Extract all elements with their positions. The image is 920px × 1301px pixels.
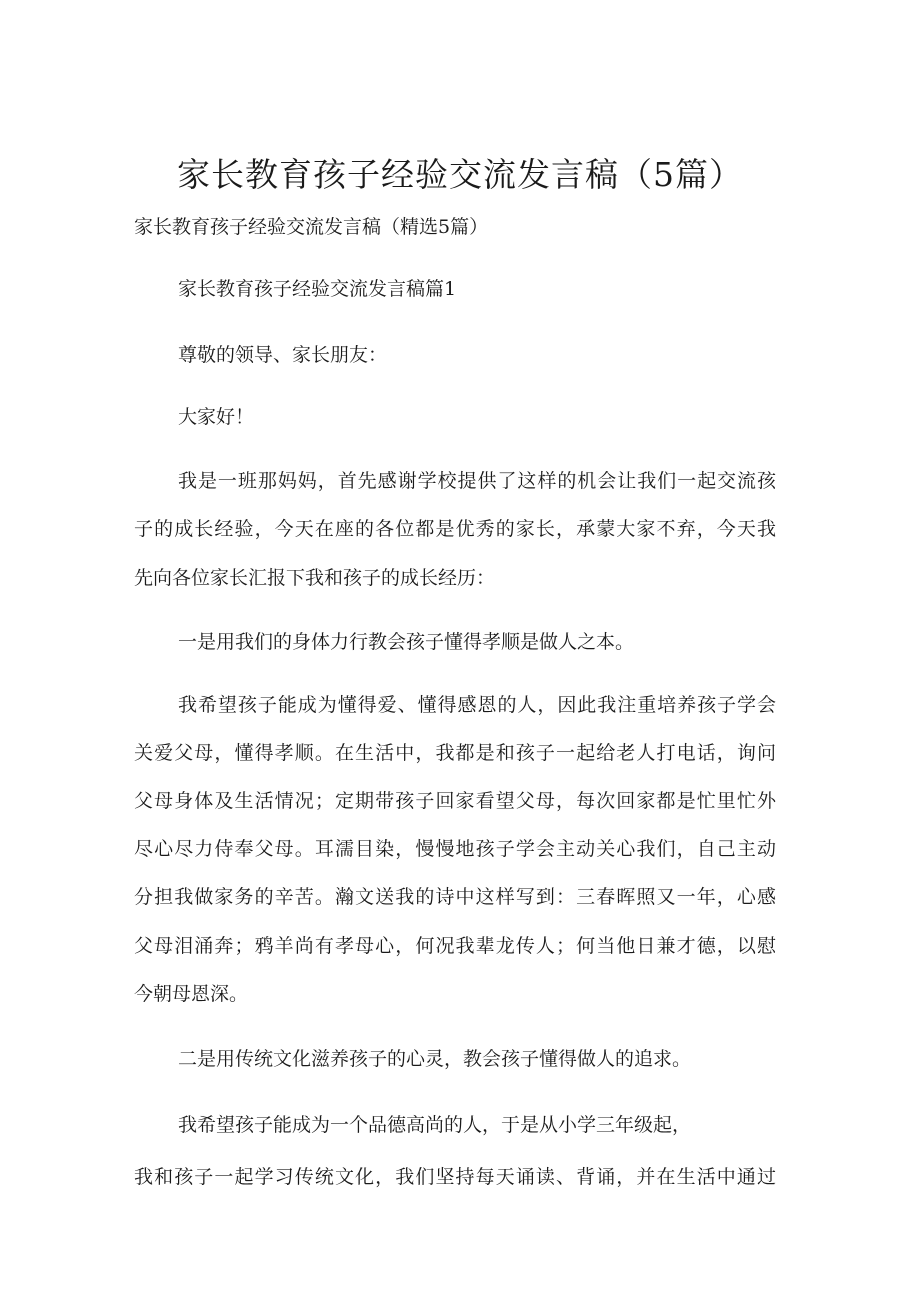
document-title: 家长教育孩子经验交流发言稿（5篇） bbox=[177, 155, 743, 194]
paragraph-line: 我是一班那妈妈，首先感谢学校提供了这样的机会让我们一起交流孩 bbox=[178, 470, 776, 492]
document-subtitle: 家长教育孩子经验交流发言稿（精选5篇） bbox=[134, 216, 489, 238]
paragraph-line: 一是用我们的身体力行教会孩子懂得孝顺是做人之本。 bbox=[178, 631, 635, 653]
paragraph-line: 今朝母恩深。 bbox=[134, 983, 249, 1005]
paragraph-line: 子的成长经验，今天在座的各位都是优秀的家长，承蒙大家不弃，今天我 bbox=[134, 518, 776, 540]
section-heading: 家长教育孩子经验交流发言稿篇1 bbox=[178, 278, 457, 300]
greeting: 大家好！ bbox=[178, 406, 255, 428]
paragraph-line: 尽心尽力侍奉父母。耳濡目染，慢慢地孩子学会主动关心我们，自己主动 bbox=[134, 838, 776, 860]
paragraph-line: 二是用传统文化滋养孩子的心灵，教会孩子懂得做人的追求。 bbox=[178, 1048, 692, 1070]
paragraph-line: 先向各位家长汇报下我和孩子的成长经历： bbox=[134, 567, 496, 589]
salutation: 尊敬的领导、家长朋友： bbox=[178, 344, 388, 366]
paragraph-line: 分担我做家务的辛苦。瀚文送我的诗中这样写到：三春晖照又一年，心感 bbox=[134, 886, 776, 908]
paragraph-line: 我和孩子一起学习传统文化，我们坚持每天诵读、背诵，并在生活中通过 bbox=[134, 1166, 776, 1188]
paragraph-line: 父母身体及生活情况；定期带孩子回家看望父母，每次回家都是忙里忙外 bbox=[134, 790, 776, 812]
paragraph-line: 我希望孩子能成为一个品德高尚的人，于是从小学三年级起， bbox=[178, 1114, 692, 1136]
paragraph-line: 我希望孩子能成为懂得爱、懂得感恩的人，因此我注重培养孩子学会 bbox=[178, 694, 776, 716]
paragraph-line: 父母泪涌奔；鸦羊尚有孝母心，何况我辈龙传人；何当他日兼才德，以慰 bbox=[134, 935, 776, 957]
paragraph-line: 关爱父母，懂得孝顺。在生活中，我都是和孩子一起给老人打电话，询问 bbox=[134, 742, 776, 764]
